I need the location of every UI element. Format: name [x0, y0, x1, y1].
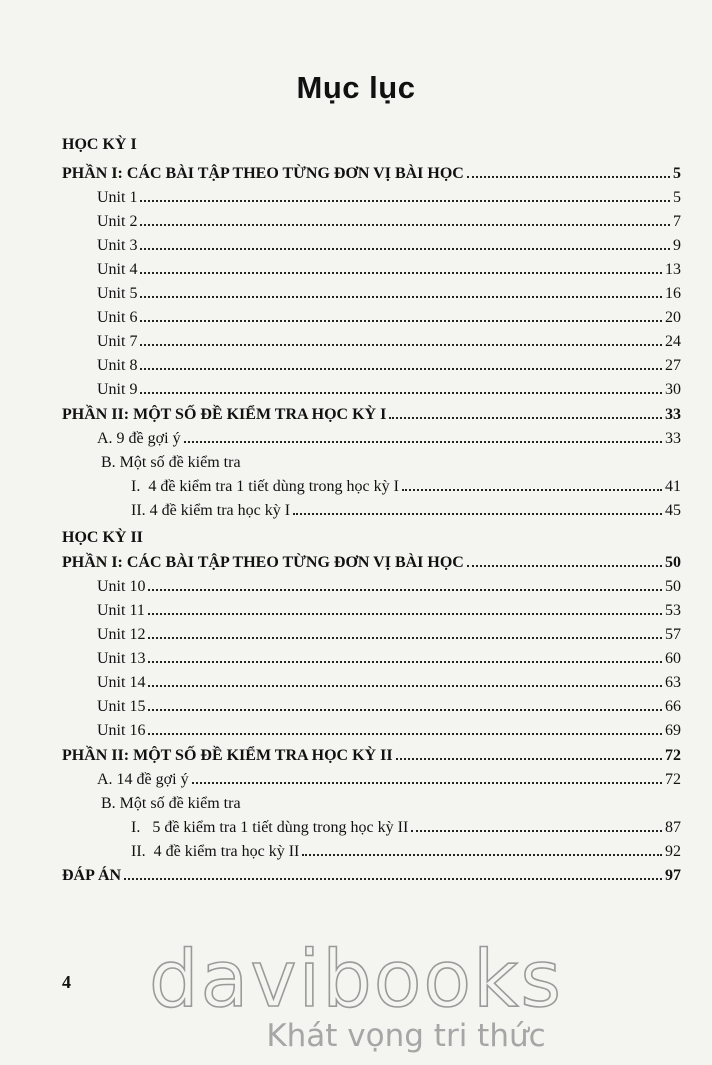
leader-dots	[124, 864, 662, 880]
toc-entry-page: 72	[665, 747, 681, 764]
leader-dots	[140, 234, 670, 250]
toc-entry-label: II. 4 đề kiểm tra học kỳ II	[131, 843, 300, 860]
semester-1-heading: HỌC KỲ I	[62, 136, 137, 153]
leader-dots	[140, 330, 662, 346]
toc-entry-label: Unit 9	[97, 381, 138, 398]
toc-entry-label: Unit 3	[97, 237, 138, 254]
semester-2-heading: HỌC KỲ II	[62, 529, 143, 546]
watermark-tagline: Khát vọng tri thức	[266, 1018, 546, 1054]
page-title: Mục lục	[296, 70, 416, 105]
leader-dots	[148, 647, 662, 663]
toc-entry-label: PHẦN I: CÁC BÀI TẬP THEO TỪNG ĐƠN VỊ BÀI HỌC	[62, 554, 464, 571]
toc-entry-section-a[interactable]	[97, 427, 681, 451]
page-number: 4	[62, 972, 71, 992]
toc-entry-subsection[interactable]	[131, 475, 681, 499]
toc-entry-unit[interactable]	[97, 623, 681, 647]
toc-entry-page: 69	[665, 722, 681, 739]
toc-entry-unit[interactable]	[97, 282, 681, 306]
toc-entry-label: ĐÁP ÁN	[62, 867, 122, 884]
toc-entry-page: 7	[673, 213, 681, 230]
toc-subheading-b: B. Một số đề kiểm tra	[101, 454, 241, 471]
leader-dots	[148, 623, 662, 639]
toc-entry-part-2[interactable]	[62, 403, 681, 427]
toc-entry-page: 27	[665, 357, 681, 374]
leader-dots	[140, 306, 662, 322]
toc-entry-unit[interactable]	[97, 306, 681, 330]
toc-entry-answers[interactable]	[62, 864, 681, 888]
toc-entry-unit[interactable]	[97, 575, 681, 599]
toc-entry-label: Unit 4	[97, 261, 138, 278]
toc-entry-label: Unit 8	[97, 357, 138, 374]
toc-entry-label: Unit 13	[97, 650, 146, 667]
toc-entry-subsection[interactable]	[131, 499, 681, 523]
toc-entry-label: II. 4 đề kiểm tra học kỳ I	[131, 502, 291, 519]
toc-entry-unit[interactable]	[97, 599, 681, 623]
toc-entry-page: 20	[665, 309, 681, 326]
toc-entry-label: PHẦN II: MỘT SỐ ĐỀ KIỂM TRA HỌC KỲ II	[62, 747, 393, 764]
toc-entry-page: 66	[665, 698, 681, 715]
toc-entry-unit[interactable]	[97, 234, 681, 258]
toc-entry-label: Unit 5	[97, 285, 138, 302]
leader-dots	[140, 378, 662, 394]
leader-dots	[140, 354, 662, 370]
toc-entry-label: Unit 2	[97, 213, 138, 230]
toc-entry-label: Unit 15	[97, 698, 146, 715]
leader-dots	[467, 162, 670, 178]
toc-entry-page: 72	[665, 771, 681, 788]
toc-entry-subsection[interactable]	[131, 840, 681, 864]
leader-dots	[402, 475, 662, 491]
leader-dots	[148, 695, 662, 711]
toc-entry-unit[interactable]	[97, 647, 681, 671]
toc-entry-label: PHẦN II: MỘT SỐ ĐỀ KIỂM TRA HỌC KỲ I	[62, 406, 387, 423]
toc-entry-label: Unit 6	[97, 309, 138, 326]
leader-dots	[148, 719, 662, 735]
toc-entry-page: 41	[665, 478, 681, 495]
toc-entry-page: 97	[665, 867, 681, 884]
toc-entry-label: I. 5 đề kiểm tra 1 tiết dùng trong học kỳ II	[131, 819, 409, 836]
toc-entry-unit[interactable]	[97, 719, 681, 743]
toc-entry-page: 87	[665, 819, 681, 836]
leader-dots	[140, 210, 670, 226]
leader-dots	[411, 816, 662, 832]
toc-entry-unit[interactable]	[97, 210, 681, 234]
toc-entry-unit[interactable]	[97, 186, 681, 210]
toc-entry-label: I. 4 đề kiểm tra 1 tiết dùng trong học kỳ I	[131, 478, 399, 495]
toc-entry-page: 13	[665, 261, 681, 278]
toc-entry-unit[interactable]	[97, 378, 681, 402]
toc-entry-page: 33	[665, 406, 681, 423]
leader-dots	[192, 768, 662, 784]
toc-entry-unit[interactable]	[97, 330, 681, 354]
leader-dots	[148, 575, 662, 591]
leader-dots	[148, 671, 662, 687]
toc-entry-label: Unit 16	[97, 722, 146, 739]
toc-entry-page: 30	[665, 381, 681, 398]
toc-entry-page: 50	[665, 578, 681, 595]
watermark-logo: davibooks	[149, 935, 563, 1025]
toc-entry-page: 33	[665, 430, 681, 447]
toc-entry-subsection[interactable]	[131, 816, 681, 840]
toc-entry-label: Unit 11	[97, 602, 145, 619]
toc-entry-page: 60	[665, 650, 681, 667]
leader-dots	[293, 499, 662, 515]
toc-entry-page: 5	[673, 189, 681, 206]
toc-entry-label: Unit 1	[97, 189, 138, 206]
toc-entry-label: A. 9 đề gợi ý	[97, 430, 181, 447]
toc-entry-unit[interactable]	[97, 258, 681, 282]
toc-entry-part-1[interactable]	[62, 162, 681, 186]
toc-entry-page: 16	[665, 285, 681, 302]
toc-entry-page: 5	[673, 165, 681, 182]
toc-subheading-b: B. Một số đề kiểm tra	[101, 795, 241, 812]
leader-dots	[140, 282, 662, 298]
toc-entry-page: 24	[665, 333, 681, 350]
toc-entry-unit[interactable]	[97, 695, 681, 719]
toc-entry-page: 53	[665, 602, 681, 619]
leader-dots	[184, 427, 662, 443]
toc-entry-page: 92	[665, 843, 681, 860]
leader-dots	[140, 258, 662, 274]
toc-entry-part-2[interactable]	[62, 744, 681, 768]
toc-entry-unit[interactable]	[97, 671, 681, 695]
leader-dots	[148, 599, 662, 615]
leader-dots	[467, 551, 662, 567]
toc-entry-label: A. 14 đề gợi ý	[97, 771, 189, 788]
toc-entry-page: 9	[673, 237, 681, 254]
toc-entry-unit[interactable]	[97, 354, 681, 378]
toc-entry-label: Unit 7	[97, 333, 138, 350]
toc-entry-page: 50	[665, 554, 681, 571]
toc-entry-page: 57	[665, 626, 681, 643]
toc-entry-page: 45	[665, 502, 681, 519]
toc-entry-section-a[interactable]	[97, 768, 681, 792]
leader-dots	[396, 744, 662, 760]
toc-entry-label: Unit 14	[97, 674, 146, 691]
toc-entry-label: Unit 12	[97, 626, 146, 643]
leader-dots	[140, 186, 670, 202]
leader-dots	[389, 403, 662, 419]
toc-entry-part-1[interactable]	[62, 551, 681, 575]
leader-dots	[302, 840, 662, 856]
toc-entry-label: Unit 10	[97, 578, 146, 595]
toc-entry-label: PHẦN I: CÁC BÀI TẬP THEO TỪNG ĐƠN VỊ BÀI HỌC	[62, 165, 464, 182]
toc-entry-page: 63	[665, 674, 681, 691]
